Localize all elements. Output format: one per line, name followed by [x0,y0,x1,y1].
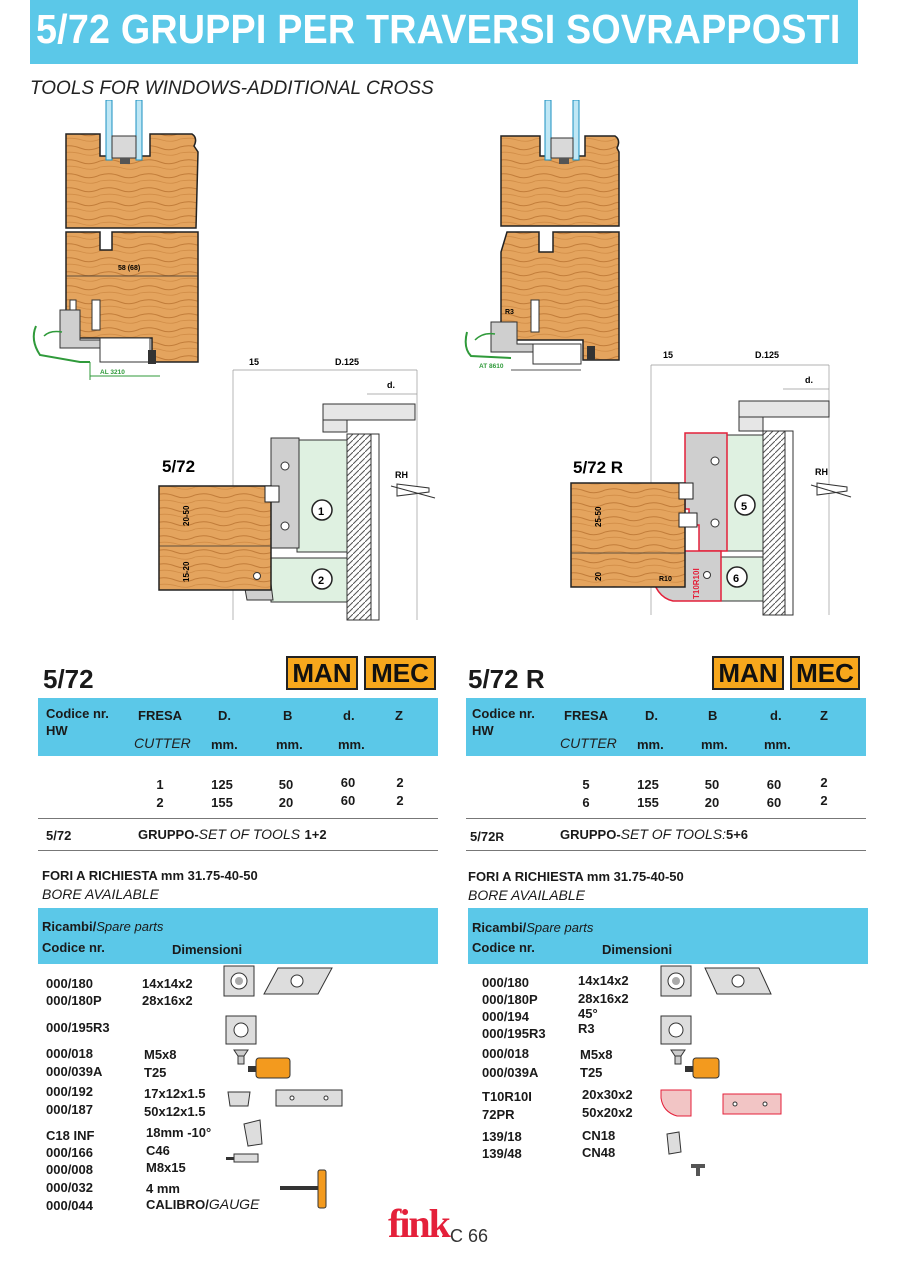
list-item: 000/180P [482,992,538,1007]
cutter-number-5: 5 [741,501,748,513]
profile-r-label: R3 [505,309,514,316]
dim-15: 15 [249,357,260,367]
group-code: 5/72R [470,829,504,844]
table-row-cell: 50 [278,777,294,792]
list-item: CN48 [582,1145,616,1160]
list-item: 000/187 [46,1102,93,1117]
screw-icon [671,1050,685,1064]
table-row-cell: 5 [582,777,590,792]
unit-d: mm. [211,737,238,752]
cutter-number-1: 1 [318,506,325,518]
list-item: 28x16x2 [142,993,193,1008]
spares-code-header: Codice nr. [42,940,105,955]
list-item: 000/039A [482,1065,539,1080]
dim-d: D.125 [755,350,780,360]
col-b: B [708,708,718,723]
cutter-c18-icon [244,1120,262,1146]
dim-small-d: d. [805,375,813,385]
divider [38,850,438,851]
spares-title: Ricambi/Spare parts [42,919,164,934]
spare-parts-icons-right [655,962,790,1182]
insert-square-icon [661,966,691,996]
col-code: Codice nr. [46,706,109,721]
col-cutter: CUTTER [560,735,617,751]
unit-small-d: mm. [764,737,791,752]
dim-15: 15 [663,350,674,360]
window-profile-right [455,100,645,375]
list-item: 000/195R3 [482,1026,546,1041]
list-item: 72PR [482,1107,515,1122]
list-item: CN18 [582,1128,616,1143]
table-row-cell: 50 [704,777,720,792]
col-b: B [283,708,293,723]
col-cutter: CUTTER [134,735,191,751]
man-badge: MAN [712,656,784,690]
tool-model-label: 5/72 [162,457,196,476]
rh-label: RH [395,470,408,480]
table-row-cell: 60 [766,777,782,792]
radius-label: R10 [659,576,672,583]
profile-ref-label: AT 8610 [479,363,504,370]
list-item: 000/018 [46,1046,93,1061]
torx-key-icon [685,1058,719,1078]
brand-logo: fink [388,1201,449,1246]
group-code: 5/72 [46,828,72,843]
table-row-cell: 6 [582,795,590,810]
list-item: 14x14x2 [142,976,193,991]
unit-b: mm. [701,737,728,752]
page-subtitle: TOOLS FOR WINDOWS-ADDITIONAL CROSS [30,78,434,99]
table-row-cell: 2 [820,775,828,790]
table-model-right: 5/72 R [468,664,545,694]
list-item: 50x12x1.5 [144,1104,206,1119]
col-hw: HW [46,723,68,738]
list-item: 000/180P [46,993,102,1008]
list-item: 000/195R3 [46,1020,110,1035]
knife-small-icon [228,1092,250,1106]
list-item: T25 [144,1065,167,1080]
gauge-t-icon [280,1170,326,1208]
list-item: 20x30x2 [582,1087,633,1102]
table-row-cell: 2 [820,793,828,808]
col-z: Z [395,708,403,723]
spares-dim-header: Dimensioni [172,942,243,957]
unit-small-d: mm. [338,737,365,752]
col-code: Codice nr. [472,706,535,721]
page-title: 5/72 GRUPPI PER TRAVERSI SOVRAPPOSTI [36,6,841,52]
group-label: GRUPPO-SET OF TOOLS:5+6 [560,826,749,842]
list-item: 50x20x2 [582,1105,633,1120]
unit-d: mm. [637,737,664,752]
col-hw: HW [472,723,494,738]
mec-badge: MEC [790,656,860,690]
bore-title: FORI A RICHIESTA mm 31.75-40-50 [468,869,684,884]
table-row-cell: 155 [211,795,233,810]
list-item: T25 [580,1065,603,1080]
profile-knife-r3-icon [226,1016,256,1044]
divider [466,818,866,819]
tool-model-label: 5/72 R [573,458,624,477]
list-item: R3 [578,1021,595,1036]
cutter-number-6: 6 [733,573,740,585]
list-item: C46 [146,1143,170,1158]
col-small-d: d. [770,708,782,723]
bore-title: FORI A RICHIESTA mm 31.75-40-50 [42,868,258,883]
table-row-cell: 2 [396,775,404,790]
list-item: 17x12x1.5 [144,1086,206,1101]
list-item: 000/044 [46,1198,93,1213]
list-item: 000/018 [482,1046,529,1061]
list-item: M8x15 [146,1160,186,1175]
bolt-icon [226,1154,258,1162]
screw-cn18-icon [667,1132,681,1154]
table-row-cell: 60 [340,793,356,808]
table-row-cell: 2 [156,795,164,810]
profile-ref-label: AL 3210 [100,369,125,376]
knife-72pr-icon [723,1094,781,1114]
table-row-cell: 20 [278,795,294,810]
unit-b: mm. [276,737,303,752]
screw-icon [234,1050,248,1064]
table-row-cell: 60 [340,775,356,790]
divider [466,850,866,851]
col-d: D. [645,708,658,723]
list-item: 000/180 [46,976,93,991]
tool-drawing-left [155,350,445,625]
table-row-cell: 20 [704,795,720,810]
window-profile-left [20,100,220,385]
list-item: 000/166 [46,1145,93,1160]
list-item: 000/180 [482,975,529,990]
list-item: 14x14x2 [578,973,629,988]
tool-drawing-right [565,345,855,625]
page-number: C 66 [450,1226,489,1246]
col-z: Z [820,708,828,723]
mec-badge: MEC [364,656,436,690]
list-item: 000/192 [46,1084,93,1099]
cutter-number-2: 2 [318,575,325,587]
col-d: D. [218,708,231,723]
knife-t10r10i-icon [661,1090,691,1116]
list-item: 4 mm [146,1181,180,1196]
insert-square-icon [224,966,254,996]
spares-code-header: Codice nr. [472,940,535,955]
table-model-left: 5/72 [43,664,94,694]
list-item: 000/032 [46,1180,93,1195]
spare-parts-icons-left [220,962,360,1212]
torx-key-icon [248,1058,290,1078]
height-label-1: 25-50 [594,506,603,527]
profile-dim-label: 58 (68) [118,265,141,272]
profile-knife-r3-icon [661,1016,691,1044]
dim-small-d: d. [387,380,395,390]
table-row-cell: 125 [637,777,659,792]
col-fresa: FRESA [138,708,183,723]
dim-d: D.125 [335,357,360,367]
bore-subtitle: BORE AVAILABLE [42,886,159,902]
col-fresa: FRESA [564,708,609,723]
list-item: M5x8 [144,1047,177,1062]
divider [38,818,438,819]
rh-label: RH [815,467,828,477]
knife-long-icon [276,1090,342,1106]
table-row-cell: 125 [211,777,233,792]
screw-cn48-icon [691,1164,705,1176]
man-badge: MAN [286,656,358,690]
knife-label: T10R10I [692,568,701,599]
list-item: T10R10I [482,1089,532,1104]
table-row-cell: 2 [396,793,404,808]
list-item: 45° [578,1006,598,1021]
height-label-1: 20-50 [182,505,191,526]
list-item: 000/039A [46,1064,103,1079]
list-item: 000/194 [482,1009,529,1024]
height-label-2: 20 [594,572,603,581]
group-label: GRUPPO-SET OF TOOLS 1+2 [138,826,327,842]
insert-rhombus-icon [264,968,332,994]
insert-rhombus-icon [705,968,771,994]
spares-dim-header: Dimensioni [602,942,673,957]
col-small-d: d. [343,708,355,723]
spares-title: Ricambi/Spare parts [472,920,594,935]
list-item: 139/48 [482,1146,522,1161]
list-item: 28x16x2 [578,991,629,1006]
table-row-cell: 60 [766,795,782,810]
table-row-cell: 155 [637,795,659,810]
height-label-2: 15-20 [182,561,191,582]
bore-subtitle: BORE AVAILABLE [468,887,585,903]
list-item: 000/008 [46,1162,93,1177]
list-item: M5x8 [580,1047,613,1062]
table-row-cell: 1 [156,777,164,792]
list-item: C18 INF [46,1128,95,1143]
list-item: 139/18 [482,1129,522,1144]
list-item: CALIBRO/GAUGE [146,1196,260,1212]
list-item: 18mm -10° [146,1125,212,1140]
